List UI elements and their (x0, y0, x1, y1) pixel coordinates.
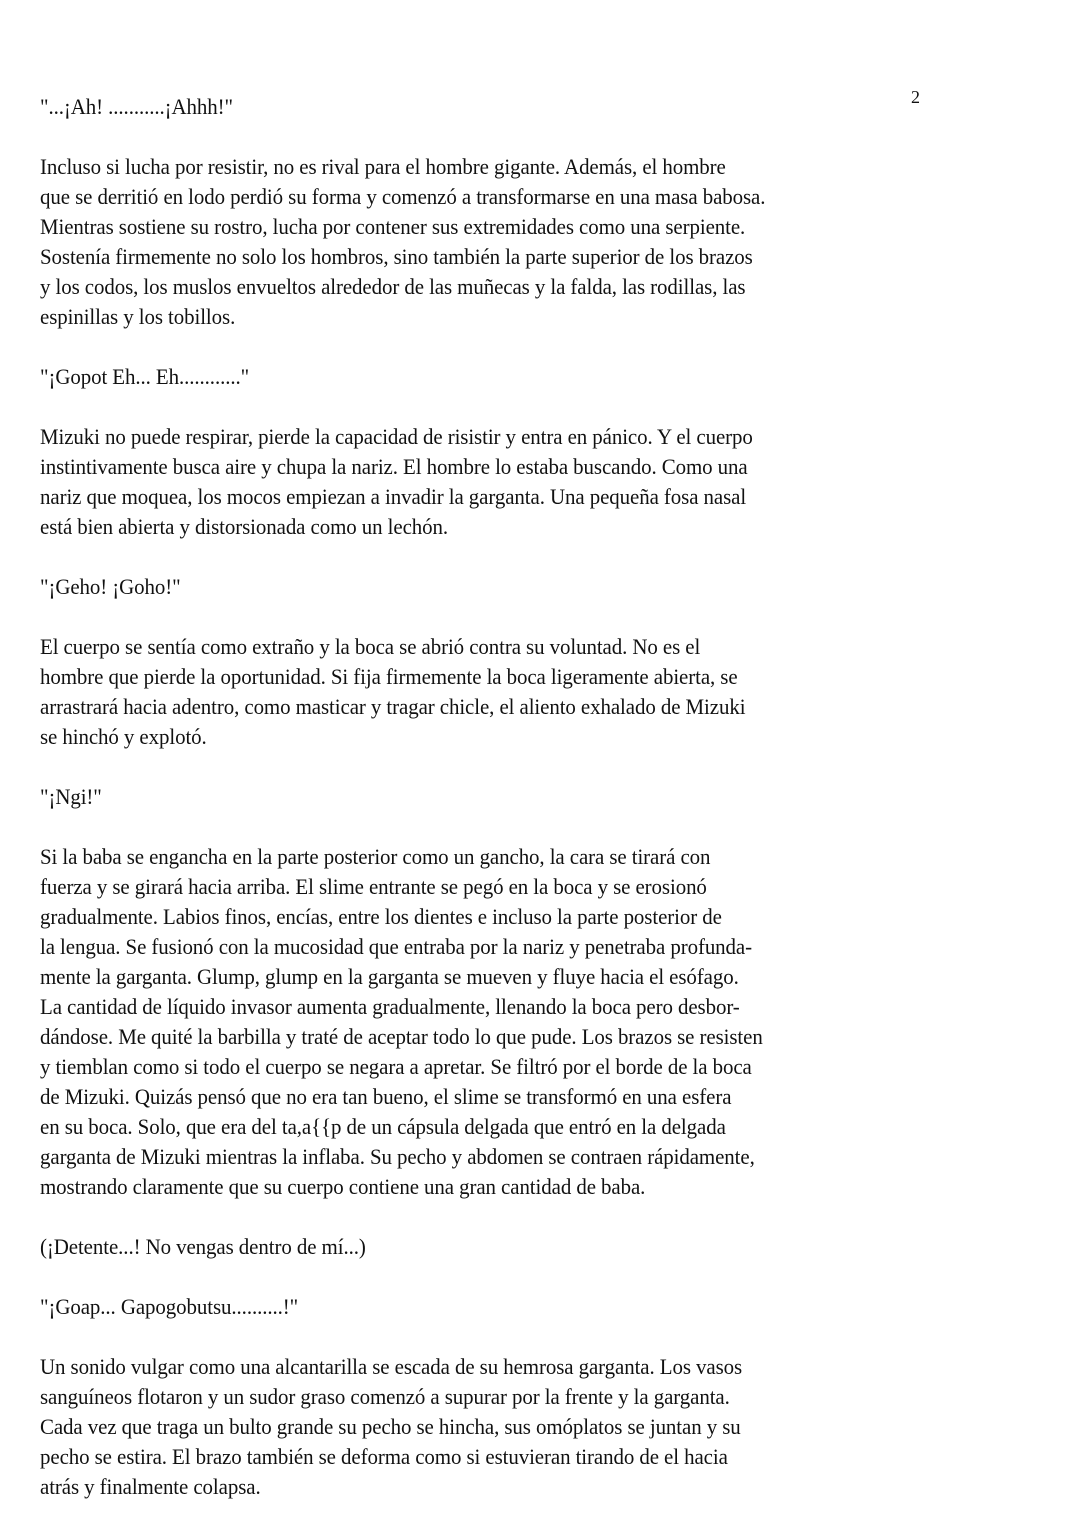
text-line: instintivamente busca aire y chupa la nariz. El hombre lo estaba buscando. Como una (40, 454, 748, 479)
text-line: Cada vez que traga un bulto grande su pecho se hincha, sus omóplatos se juntan y su (40, 1414, 741, 1439)
text-line: fuerza y se girará hacia arriba. El slime entrante se pegó en la boca y se erosionó (40, 874, 707, 899)
text-line: "¡Goap... Gapogobutsu..........!" (40, 1294, 299, 1319)
text-line: y tiemblan como si todo el cuerpo se negara a apretar. Se filtró por el borde de la boca (40, 1054, 752, 1079)
text-line: Mientras sostiene su rostro, lucha por contener sus extremidades como una serpiente. (40, 214, 746, 239)
text-line: Incluso si lucha por resistir, no es rival para el hombre gigante. Además, el hombre (40, 154, 726, 179)
document-body (40, 92, 1070, 1532)
text-line: pecho se estira. El brazo también se deforma como si estuvieran tirando de el hacia (40, 1444, 728, 1469)
text-line: mente la garganta. Glump, glump en la garganta se mueven y fluye hacia el esófago. (40, 964, 739, 989)
text-line: espinillas y los tobillos. (40, 304, 236, 329)
text-line: y los codos, los muslos envueltos alrededor de las muñecas y la falda, las rodillas, las (40, 274, 746, 299)
text-line: la lengua. Se fusionó con la mucosidad que entraba por la nariz y penetraba profunda- (40, 934, 753, 959)
page-number: 2 (911, 87, 920, 107)
text-line: gradualmente. Labios finos, encías, entre los dientes e incluso la parte posterior de (40, 904, 722, 929)
text-line: Sostenía firmemente no solo los hombros, sino también la parte superior de los brazos (40, 244, 753, 269)
paragraph (40, 92, 1070, 122)
text-line: nariz que moquea, los mocos empiezan a invadir la garganta. Una pequeña fosa nasal (40, 484, 747, 509)
text-line: se hinchó y explotó. (40, 724, 207, 749)
text-line: "¡Ngi!" (40, 784, 102, 809)
paragraph (40, 1292, 1070, 1322)
paragraph (40, 1352, 1070, 1502)
paragraph (40, 842, 1070, 1202)
paragraph (40, 782, 1070, 812)
paragraph (40, 152, 1070, 332)
text-line: Mizuki no puede respirar, pierde la capacidad de risistir y entra en pánico. Y el cuerpo (40, 424, 753, 449)
text-line: garganta de Mizuki mientras la inflaba. Su pecho y abdomen se contraen rápidamente, (40, 1144, 755, 1169)
text-line: mostrando claramente que su cuerpo contiene una gran cantidad de baba. (40, 1174, 646, 1199)
text-line: en su boca. Solo, que era del ta,a{{p de un cápsula delgada que entró en la delgada (40, 1114, 726, 1139)
text-line: "¡Gopot Eh... Eh............" (40, 364, 250, 389)
text-line: (¡Detente...! No vengas dentro de mí...) (40, 1234, 366, 1259)
text-line: "¡Geho! ¡Goho!" (40, 574, 181, 599)
text-line: que se derritió en lodo perdió su forma y comenzó a transformarse en una masa babosa. (40, 184, 766, 209)
text-line: está bien abierta y distorsionada como un lechón. (40, 514, 449, 539)
paragraph (40, 572, 1070, 602)
text-line: Un sonido vulgar como una alcantarilla se escada de su hemrosa garganta. Los vasos (40, 1354, 743, 1379)
text-line: arrastrará hacia adentro, como masticar y tragar chicle, el aliento exhalado de Mizuki (40, 694, 746, 719)
text-line: de Mizuki. Quizás pensó que no era tan bueno, el slime se transformó en una esfera (40, 1084, 732, 1109)
text-line: Si la baba se engancha en la parte posterior como un gancho, la cara se tirará con (40, 844, 711, 869)
text-line: dándose. Me quité la barbilla y traté de aceptar todo lo que pude. Los brazos se resisten (40, 1024, 763, 1049)
paragraph (40, 362, 1070, 392)
text-line: atrás y finalmente colapsa. (40, 1474, 261, 1499)
text-line: La cantidad de líquido invasor aumenta gradualmente, llenando la boca pero desbor- (40, 994, 740, 1019)
text-line: "...¡Ah! ...........¡Ahhh!" (40, 94, 233, 119)
text-line: El cuerpo se sentía como extraño y la boca se abrió contra su voluntad. No es el (40, 634, 701, 659)
text-line: sanguíneos flotaron y un sudor graso comenzó a supurar por la frente y la garganta. (40, 1384, 730, 1409)
paragraph (40, 632, 1070, 752)
paragraph (40, 422, 1070, 542)
text-line: hombre que pierde la oportunidad. Si fija firmemente la boca ligeramente abierta, se (40, 664, 738, 689)
paragraph (40, 1232, 1070, 1262)
